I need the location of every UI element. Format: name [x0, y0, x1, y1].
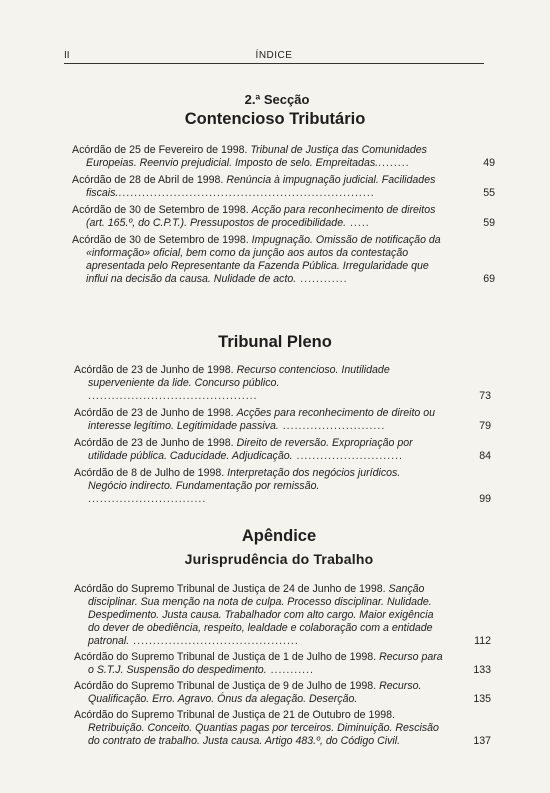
index-entry: Acórdão de 23 de Junho de 1998. Acções para reconhecimento de direito ou interesse legítimo. Legitimidade passiva. .......................... 79	[74, 407, 491, 432]
entry-subject: Interpretação dos negócios jurídicos. Negócio indirecto. Fundamentação por remissão.	[88, 467, 401, 492]
entry-page: 73	[479, 390, 491, 402]
index-entry: Acórdão de 25 de Fevereiro de 1998. Tribunal de Justiça das Comunidades Europeias. Reenvio prejudicial. Imposto de selo. Empreitadas......... 49	[72, 144, 495, 169]
index-entry: Acórdão do Supremo Tribunal de Justiça de 24 de Junho de 1998. Sanção disciplinar. Sua menção na nota de culpa. Processo disciplinar. Nulidade. Despedimento. Justa causa. Trabalhador com alto cargo. Maior exigência do dever de obediência, respeito, lealdade e colaboração com a entidade patronal. .......................................... 112	[74, 583, 491, 647]
entry-subject: Renúncia à impugnação judicial. Facilidades fiscais.	[86, 174, 436, 199]
index-entry: Acórdão de 23 de Junho de 1998. Direito de reversão. Expropriação por utilidade pública. Caducidade. Adjudicação. ........................... 84	[74, 437, 491, 462]
entry-subject: Recurso para o S.T.J. Suspensão do despedimento.	[88, 651, 443, 676]
entry-page: 99	[479, 493, 491, 505]
index-entry: Acórdão de 30 de Setembro de 1998. Impugnação. Omissão de notificação da «informação» oficial, bem como da junção aos autos da contestação apresentada pelo Representante da Fazenda Pública. Irregularidade que influi na decisão da causa. Nulidade de acto. ............ 69	[72, 234, 495, 285]
entry-lead: Acórdão de 8 de Julho de 1998.	[74, 467, 225, 479]
entry-page: 55	[483, 187, 495, 199]
running-header	[64, 46, 484, 66]
entry-page: 84	[479, 450, 491, 462]
page-number: II	[64, 50, 70, 61]
index-entry: Acórdão do Supremo Tribunal de Justiça de 1 de Julho de 1998. Recurso para o S.T.J. Suspensão do despedimento. ........... 133	[74, 651, 491, 676]
section-title: Contencioso Tributário	[184, 110, 366, 128]
entry-page: 112	[474, 635, 491, 647]
entry-subject: Recurso. Qualificação. Erro. Agravo. Ónus da alegação. Deserção.	[88, 680, 422, 705]
appendix-title: Apêndice	[241, 527, 317, 545]
index-entry	[74, 680, 491, 706]
entry-lead: Acórdão do Supremo Tribunal de Justiça de 9 de Julho de 1998.	[74, 680, 377, 692]
entry-subject: Retribuição. Conceito. Quantias pagas por terceiros. Diminuição. Rescisão do contrato de trabalho. Justa causa. Artigo 483.º, do Código Civil.	[88, 722, 439, 747]
entry-lead: Acórdão do Supremo Tribunal de Justiça de 1 de Julho de 1998.	[74, 651, 377, 663]
entry-lead: Acórdão do Supremo Tribunal de Justiça de 21 de Outubro de 1998.	[74, 709, 395, 721]
appendix-entries	[74, 583, 491, 751]
entry-lead: Acórdão de 30 de Setembro de 1998.	[72, 234, 249, 246]
entry-subject: Recurso contencioso. Inutilidade superveniente da lide. Concurso público.	[88, 364, 390, 389]
entry-lead: Acórdão de 30 de Setembro de 1998.	[72, 204, 249, 216]
entry-lead: Acórdão de 23 de Junho de 1998.	[74, 437, 234, 449]
entry-lead: Acórdão de 23 de Junho de 1998.	[74, 364, 234, 376]
entry-lead: Acórdão de 25 de Fevereiro de 1998.	[72, 144, 248, 156]
tribunal-pleno-title: Tribunal Pleno	[218, 333, 332, 351]
entry-page: 135	[473, 693, 491, 705]
entry-page: 79	[479, 420, 491, 432]
entry-subject: Sanção disciplinar. Sua menção na nota de culpa. Processo disciplinar. Nulidade. Despedimento. Justa causa. Trabalhador com alto cargo. Maior exigência do dever de obediência, respeito, lealdade e colaboração com a entidade patronal.	[88, 583, 434, 647]
entry-lead: Acórdão do Supremo Tribunal de Justiça de 24 de Junho de 1998.	[74, 583, 386, 595]
entry-page: 59	[483, 217, 495, 229]
entry-page: 137	[473, 735, 491, 747]
header-rule	[64, 63, 484, 64]
tribunal-pleno-entries	[74, 364, 491, 510]
entry-page: 49	[483, 157, 495, 169]
index-entry	[74, 709, 491, 748]
entry-subject: Acção para reconhecimento de direitos (art. 165.º, do C.P.T.). Pressupostos de procedibilidade.	[86, 204, 436, 229]
index-entry: Acórdão de 23 de Junho de 1998. Recurso contencioso. Inutilidade superveniente da lide. Concurso público. ........................................... 73	[74, 364, 491, 402]
entry-page: 133	[473, 664, 491, 676]
entry-subject: Tribunal de Justiça das Comunidades Europeias. Reenvio prejudicial. Imposto de selo. Empreitadas.	[86, 144, 427, 169]
section-entries	[72, 144, 495, 290]
entry-lead: Acórdão de 23 de Junho de 1998.	[74, 407, 234, 419]
appendix-subtitle: Jurisprudência do Trabalho	[184, 551, 374, 567]
section-number: 2.ª Secção	[244, 92, 310, 107]
entry-subject: Direito de reversão. Expropriação por utilidade pública. Caducidade. Adjudicação.	[88, 437, 413, 462]
index-entry: Acórdão de 28 de Abril de 1998. Renúncia à impugnação judicial. Facilidades fiscais.................................................................. 55	[72, 174, 495, 199]
entry-subject: Acções para reconhecimento de direito ou interesse legítimo. Legitimidade passiva.	[88, 407, 436, 432]
index-entry: Acórdão de 30 de Setembro de 1998. Acção para reconhecimento de direitos (art. 165.º, do C.P.T.). Pressupostos de procedibilidade. ..... 59	[72, 204, 495, 229]
entry-page: 69	[483, 273, 495, 285]
entry-lead: Acórdão de 28 de Abril de 1998.	[72, 174, 224, 186]
entry-subject: Impugnação. Omissão de notificação da «informação» oficial, bem como da junção aos autos da contestação apresentada pelo Representante da Fazenda Pública. Irregularidade que influi na decisão da causa. Nulidade de acto.	[86, 234, 441, 285]
index-entry: Acórdão de 8 de Julho de 1998. Interpretação dos negócios jurídicos. Negócio indirecto. Fundamentação por remissão. .............................. 99	[74, 467, 491, 505]
running-title: ÍNDICE	[255, 50, 293, 61]
